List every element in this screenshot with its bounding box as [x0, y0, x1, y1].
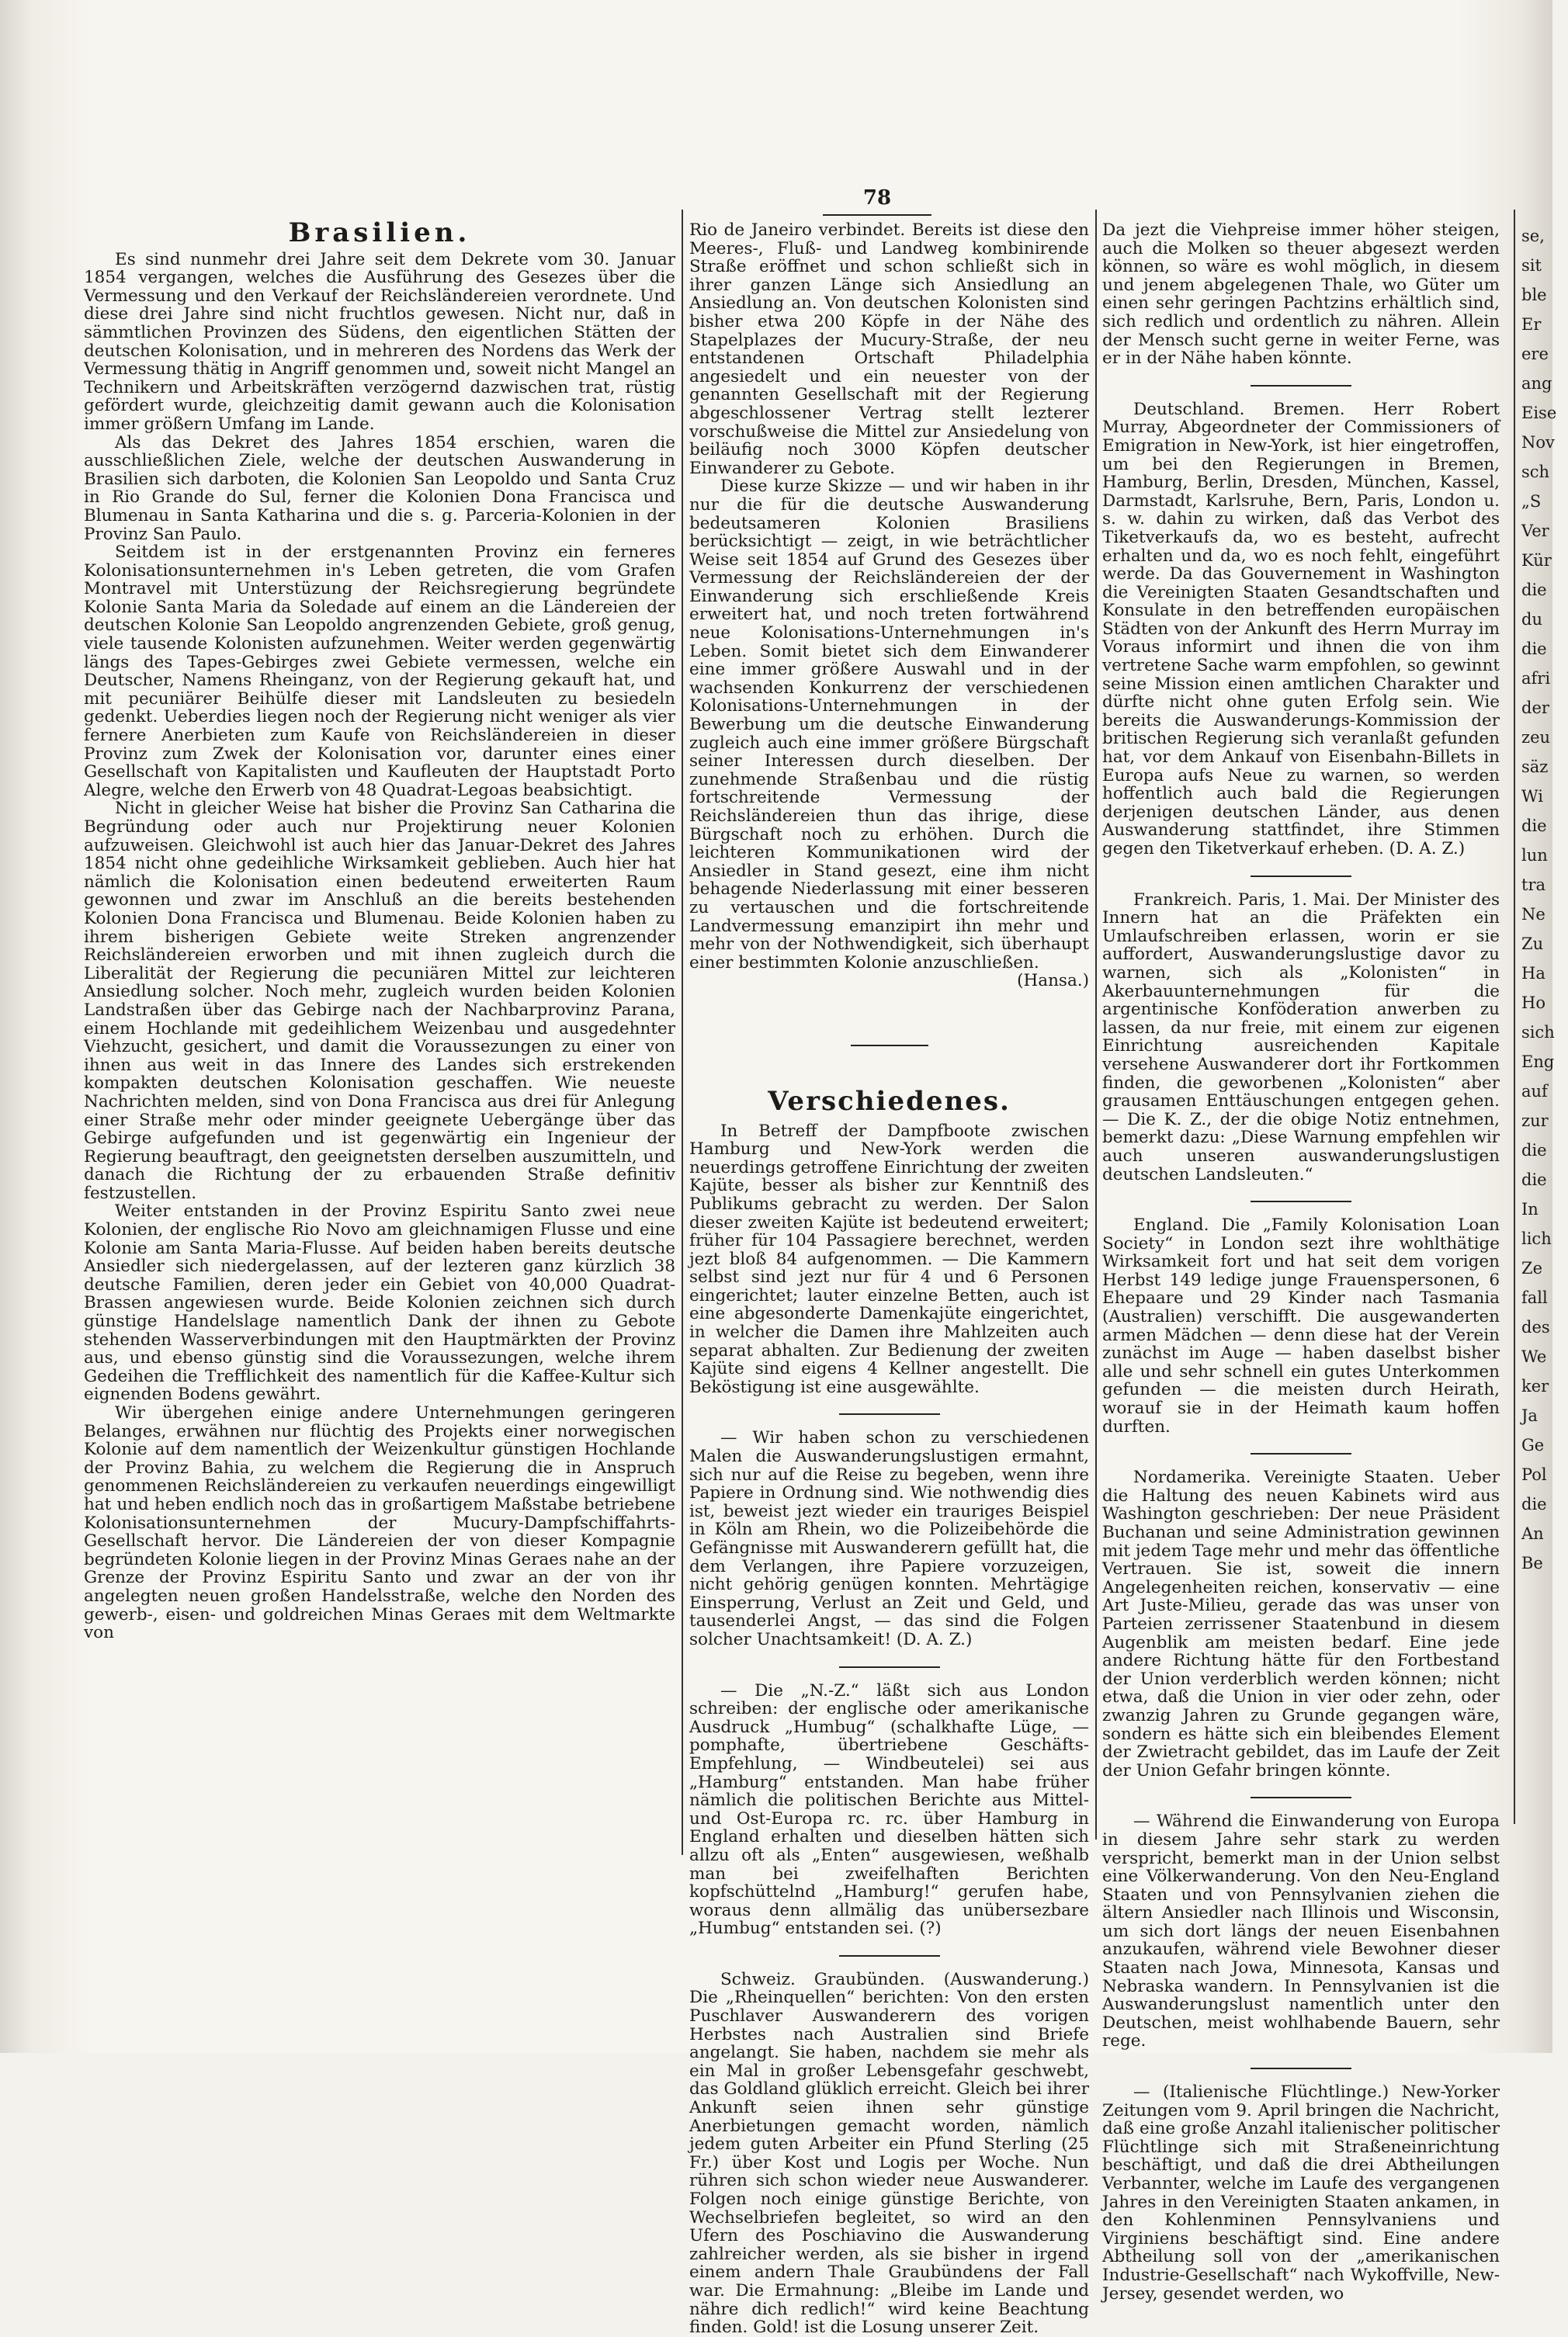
cutoff-fragment: An [1521, 1524, 1544, 1543]
cutoff-fragment: zeu [1521, 728, 1551, 747]
article-paragraph: Seitdem ist in der erstgenannten Provinz ein ferneres Kolonisationsunternehmen in's Leben getreten, die vom Grafen Montravel mit Unterstüzung der Reichsregierung begründete Kolonie Santa Maria da Soledade auf einem an die Ländereien der deutschen Kolonie San Leopoldo angrenzenden Gebiete, groß genug, viele tausende Kolonisten aufzunehmen. Weiter werden gegenwärtig längs des Tapes-Gebirges zwei Gebiete vermessen, welche ein Deutscher, Namens Rheinganz, von der Regierung gekauft hat, und mit pecuniärer Beihülfe dieser mit Landsleuten zu besiedeln gedenkt. Ueberdies liegen noch der Regierung nicht weniger als vier fernere Anerbieten zum Kaufe von Reichsländereien in dieser Provinz zum Zwek der Kolonisation vor, darunter eines einer Gesellschaft von Kapitalisten und Kaufleuten der Hauptstadt Porto Alegre, welche den Erwerb von 48 Quadrat-Legoas beabsichtigt. [84, 543, 675, 800]
cutoff-fragment: In [1521, 1200, 1539, 1219]
cutoff-fragment: die [1521, 817, 1547, 835]
cutoff-fragment: die [1521, 1495, 1547, 1514]
article-paragraph: Es sind nunmehr drei Jahre seit dem Dekrete vom 30. Januar 1854 vergangen, welches die Ausführung des Gesezes über die Vermessung und den Verkauf der Reichsländereien verordnete. Und diese drei Jahre sind nicht fruchtlos gewesen. Nicht nur, daß in sämmtlichen Provinzen des Südens, den eigentlichen Stätten der deutschen Kolonisation, und in mehreren des Nordens das Werk der Vermessung thätig in Angriff genommen und, soweit nicht Mangel an Technikern und Arbeitskräften verzögernd dazwischen trat, rüstig gefördert wurde, gleichzeitig damit gewann auch die Kolonisation immer größern Umfang im Lande. [84, 249, 675, 434]
header-rule [823, 214, 931, 216]
article-paragraph: Diese kurze Skizze — und wir haben in ihr nur die für die deutsche Auswanderung bedeutsameren Kolonien Brasiliens berücksichtigt — zeigt, in wie beträchtlicher Weise seit 1854 auf Grund des Gesezes über Vermessung der Reichsländereien der der Einwanderung sich erschließende Kreis erweitert hat, und noch treten fortwährend neue Kolonisations-Unternehmungen in's Leben. Somit bietet sich dem Einwanderer eine immer größere Auswahl und in der wachsenden Konkurrenz der verschiedenen Kolonisations-Unternehmungen in der Bewerbung um die deutsche Einwanderung zugleich auch eine immer größere Bürgschaft seiner Interessen durch dieselben. Der zunehmende Straßenbau und die rüstig fortschreitende Vermessung der Reichsländereien thun das ihrige, diese Bürgschaft noch zu erhöhen. Durch die leichteren Kommunikationen wird der Ansiedler in Stand gesezt, eine ihm nicht behagende Niederlassung mit einer besseren zu vertauschen und die fortschreitende Landvermessung emanzipirt ihn mehr und mehr von der Nothwendigkeit, sich überhaupt einer bestimmten Kolonie anzuschließen. [689, 477, 1089, 973]
cutoff-fragment: auf [1521, 1082, 1548, 1101]
article-paragraph: In Betreff der Dampfboote zwischen Hamburg und New-York werden die neuerdings getroffene Einrichtung der zweiten Kajüte, besser als bisher zur Kenntniß des Publikums gebracht zu werden. Der Salon dieser zweiten Kajüte ist bedeutend erweitert; früher für 104 Passagiere berechnet, werden jezt bloß 84 aufgenommen. — Die Kammern selbst sind jezt nur für 4 und 6 Personen eingerichtet; lauter einzelne Betten, auch ist eine abgesonderte Damenkajüte eingerichtet, in welcher die Damen ihre Mahlzeiten auch separat abhalten. Zur Bedienung der zweiten Kajüte sind eigens 4 Kellner angestellt. Die Beköstigung ist eine ausgewählte. [689, 1121, 1089, 1397]
item-divider [839, 1666, 940, 1668]
article-paragraph: Weiter entstanden in der Provinz Espiritu Santo zwei neue Kolonien, der englische Rio Novo am gleichnamigen Flusse und eine Kolonie am Santa Maria-Flusse. Auf beiden haben bereits deutsche Ansiedler sich niedergelassen, auf der lezteren ganz kürzlich 38 deutsche Familien, deren jeder ein Gebiet von 40,000 Quadrat-Brassen angewiesen wurde. Beide Kolonien zeichnen sich durch günstige Handelslage namentlich Dank der ihnen zu Gebote stehenden Wasserverbindungen mit den Hauptmärkten der Provinz aus, und ebenso günstig sind die Voraussezungen, welche ihrem Gedeihen die Trefflichkeit des namentlich für die Kaffee-Kultur sich eignenden Bodens gewährt. [84, 1201, 675, 1405]
cutoff-fragment: Ho [1521, 993, 1545, 1012]
article-paragraph: Schweiz. Graubünden. (Auswanderung.) Die „Rheinquellen“ berichten: Von den ersten Puschlaver Auswanderern des vorigen Herbstes nach Australien sind Briefe angelangt. Sie haben, nachdem sie mehr als ein Mal in großer Lebensgefahr geschwebt, das Goldland glüklich erreicht. Gleich bei ihrer Ankunft seien ihnen sehr günstige Anerbietungen gemacht worden, nämlich jedem guten Arbeiter ein Pfund Sterling (25 Fr.) über Kost und Logis per Woche. Nun rühren sich schon wieder neue Auswanderer. Folgen noch einige günstige Berichte, von Wechselbriefen begleitet, so wird an den Ufern des Poschiavino die Auswanderung zahlreicher werden, als sie bisher in irgend einem andern Thale Graubündens der Fall war. Die Ermahnung: „Bleibe im Lande und nähre dich redlich!“ wird keine Beachtung finden. Gold! ist die Losung unserer Zeit. [689, 1969, 1089, 2337]
source-attribution: (Hansa.) [1017, 971, 1089, 991]
column-divider [682, 210, 683, 1855]
cutoff-fragment: der [1521, 699, 1549, 717]
cutoff-fragment: lich [1521, 1229, 1552, 1248]
cutoff-fragment: Ja [1521, 1406, 1538, 1425]
cutoff-fragment: sch [1521, 463, 1550, 481]
column-middle [689, 221, 1089, 2337]
section-divider [851, 1045, 928, 1046]
article-paragraph: Frankreich. Paris, 1. Mai. Der Minister des Innern hat an die Präfekten ein Umlaufschreiben erlassen, worin er sie auffordert, Auswanderungslustige davor zu warnen, sich als „Kolonisten“ in Akerbauunternehmungen für die argentinische Konföderation anwerben zu lassen, da nur freie, mit einem zur eigenen Einrichtung ausreichenden Kapitale versehene Auswanderer dort ihr Fortkommen finden, die geworbenen „Kolonisten“ aber grausamen Enttäuschungen entgegen gehen. — Die K. Z., der die obige Notiz entnehmen, bemerkt dazu: „Diese Warnung empfehlen wir auch unseren auswanderungslustigen deutschen Landsleuten.“ [1102, 889, 1500, 1184]
article-paragraph: Deutschland. Bremen. Herr Robert Murray, Abgeordneter der Commissioners of Emigration in New-York, ist hier eingetroffen, um bei den Regierungen in Bremen, Hamburg, Berlin, Dresden, München, Kassel, Darmstadt, Karlsruhe, Bern, Paris, London u. s. w. dahin zu wirken, daß das Verbot des Tiketverkaufs da, wo es besteht, aufrecht erhalten und da, wo es noch fehlt, eingeführt werde. Da das Gouvernement in Washington die Vereinigten Staaten Gesandtschaften und Konsulate in den betreffenden europäischen Städten von der Ankunft des Herrn Murray im Voraus informirt und ihnen die von ihm vertretene Sache warm empfohlen, so gewinnt seine Mission einen amtlichen Charakter und dürfte nicht ohne guten Erfolg sein. Wie bereits die Auswanderungs-Kommission der britischen Regierung sich veranlaßt gefunden hat, vor dem Ankauf von Eisenbahn-Billets in Europa aufs Neue zu warnen, so werden hoffentlich auch bald die Regierungen derjenigen deutschen Länder, aus denen Auswanderung stattfindet, ihre Stimmen gegen den Tiketverkauf erheben. (D. A. Z.) [1102, 399, 1500, 858]
cutoff-fragment: se, [1521, 227, 1545, 245]
page-number: 78 [862, 186, 892, 210]
item-divider [839, 1955, 940, 1957]
cutoff-fragment: We [1521, 1347, 1547, 1366]
cutoff-fragment: Be [1521, 1554, 1543, 1572]
article-paragraph: Da jezt die Viehpreise immer höher steigen, auch die Molken so theuer abgesezt werden können, so wäre es wohl möglich, in diesem und jenem abgelegenen Thale, wo Güter um einen sehr geringen Pachtzins erhältlich sind, sich redlich und ordentlich zu nähren. Allein der Mensch sucht gerne in weiter Ferne, was er in der Nähe haben könnte. [1102, 220, 1500, 369]
article-paragraph: — Wir haben schon zu verschiedenen Malen die Auswanderungslustigen ermahnt, sich nur auf die Reise zu begeben, wenn ihre Papiere in Ordnung sind. Wie nothwendig dies ist, beweist jezt wieder ein trauriges Beispiel in Köln am Rhein, wo die Polizeibehörde die Gefängnisse mit Auswanderern gefüllt hat, die dem Verlangen, ihre Papiere vorzuzeigen, nicht gehörig genügen konnten. Mehrtägige Einsperrung, Verlust an Zeit und Geld, und tausenderlei Angst, — das sind die Folgen solcher Unachtsamkeit! (D. A. Z.) [689, 1428, 1089, 1649]
cutoff-fragment: die [1521, 1170, 1547, 1189]
article-paragraph: Wir übergehen einige andere Unternehmungen geringeren Belanges, erwähnen nur flüchtig des Projekts einer norwegischen Kolonie auf dem namentlich der Weizenkultur günstigen Hochlande der Provinz Bahia, zu welchem die Regierung die in Anspruch genommenen Reichsländereien zu verkaufen neuerdings eingewilligt hat und heben endlich noch das in großartigem Maßstabe betriebene Kolonisationsunternehmen der Mucury-Dampfschiffahrts-Gesellschaft hervor. Die Ländereien der von dieser Kompagnie begründeten Kolonie liegen in der Provinz Minas Geraes nahe an der Grenze der Provinz Espiritu Santo und zwar an der von ihr angelegten neuen großen Handelsstraße, welche den Norden des gewerb-, eisen- und goldreichen Minas Geraes mit dem Weltmarkte von [84, 1403, 675, 1643]
article-paragraph: Nicht in gleicher Weise hat bisher die Provinz San Catharina die Begründung oder auch nur Projektirung neuer Kolonien aufzuweisen. Gleichwohl ist auch hier das Januar-Dekret des Jahres 1854 nicht ohne gedeihliche Wirksamkeit geblieben. Auch hier hat nämlich die Kolonisation einen bedeutend erweiterten Raum gewonnen und zwar im Anschluß an die bereits bestehenden Kolonien Dona Francisca und Blumenau. Beide Kolonien haben zu ihrem bisherigen Gebiete weite Streken angrenzender Reichsländereien erworben und mit ihnen zugleich durch die Liberalität der Regierung die pecuniären Mittel zur leichteren Ansiedlung solcher. Noch mehr, zugleich wurden beiden Kolonien Landstraßen über das Gebirge nach der Nachbarprovinz Parana, einem Hochlande mit gedeihlichem Weizenbau und ausgedehnter Viehzucht, gesichert, und damit die Voraussezungen zu einer von ihnen aus weit in das Innere des Landes sich erstrekenden kompakten deutschen Kolonisation geschaffen. Wie neueste Nachrichten melden, sind von Dona Francisca aus drei für Anlegung einer Straße mehr oder minder geeignete Uebergänge über das Gebirge aufgefunden und ist gegenwärtig ein Ingenieur der Regierung beauftragt, den geeignetsten derselben auszumitteln, und danach die Richtung der zu erbauenden Straße definitiv festzustellen. [84, 799, 675, 1203]
article-paragraph: Als das Dekret des Jahres 1854 erschien, waren die ausschließlichen Ziele, welche der deutschen Auswanderung in Brasilien sich darboten, die Kolonien San Leopoldo und Santa Cruz in Rio Grande do Sul, ferner die Kolonien Dona Francisca und Blumenau in Santa Katharina und die s. g. Parceria-Kolonien in der Provinz San Paulo. [84, 432, 675, 544]
item-divider [1251, 876, 1351, 877]
item-divider [1251, 1453, 1351, 1455]
cutoff-fragment: die [1521, 1141, 1547, 1160]
item-divider [1251, 385, 1351, 387]
cutoff-fragment: Ge [1521, 1436, 1545, 1455]
cutoff-fragment: Ze [1521, 1259, 1543, 1278]
cutoff-fragment: zur [1521, 1111, 1549, 1130]
article-paragraph: England. Die „Family Kolonisation Loan Society“ in London sezt ihre wohlthätige Wirksamkeit fort und hat seit dem vorigen Herbst 149 ledige junge Frauenspersonen, 6 Ehepaare und 29 Kinder nach Tasmania (Australien) verschifft. Die ausgewanderten armen Mädchen — denn diese hat der Verein zunächst im Auge — haben daselbst bisher alle und sehr schnell ein gutes Unterkommen gefunden — die meisten durch Heirath, worauf sie in der Heimath kaum hoffen durften. [1102, 1215, 1500, 1437]
cutoff-fragment: ang [1521, 374, 1552, 393]
cutoff-fragment: die [1521, 581, 1547, 599]
cutoff-fragment: sich [1521, 1023, 1555, 1042]
cutoff-fragment: Er [1521, 315, 1542, 334]
cutoff-fragment: „S [1521, 492, 1542, 511]
cutoff-fragment: Ne [1521, 905, 1545, 924]
cutoff-fragment: sit [1521, 256, 1542, 275]
cutoff-fragment: ere [1521, 345, 1549, 363]
article-paragraph: Rio de Janeiro verbindet. Bereits ist diese den Meeres-, Fluß- und Landweg kombinirende Straße eröffnet und schon schließt sich in ihrer ganzen Länge sich Ansiedlung an Ansiedlung an. Von deutschen Kolonisten sind bisher etwa 200 Köpfe in der Nähe des Stapelplazes der Mucury-Straße, der neu entstandenen Ortschaft Philadelphia angesiedelt und ein neuester von der genannten Gesellschaft mit der Regierung abgeschlossener Vertrag stellt lezterer vorschußweise die Mittel zur Ansiedelung von beiläufig noch 3000 Köpfen deutscher Einwanderer zu Gebote. [689, 220, 1089, 478]
cutoff-fragment: säz [1521, 758, 1549, 776]
cutoff-fragment: Ha [1521, 964, 1545, 983]
article-paragraph: Nordamerika. Vereinigte Staaten. Ueber die Haltung des neuen Kabinets wird aus Washington geschrieben: Der neue Präsident Buchanan und seine Administration gewinnen mit jedem Tage mehr und mehr das öffentliche Vertrauen. Sie ist, soweit die innern Angelegenheiten reichen, konservativ — eine Art Juste-Milieu, gerade das was unser von Parteien zerrissener Staatenbund in diesem Augenblik am meisten bedarf. Eine jede andere Richtung hätte für den Fortbestand der Union verderblich werden können; nicht etwa, daß die Union in vier oder zehn, oder zwanzig Jahren zu Grunde gegangen wäre, sondern es hätte sich ein bleibendes Element der Zwietracht gebildet, das im Laufe der Zeit der Union Gefahr bringen könnte. [1102, 1468, 1500, 1780]
cutoff-fragment: Zu [1521, 934, 1544, 953]
item-divider [1251, 1797, 1351, 1798]
section-heading-brasilien: Brasilien. [288, 217, 471, 248]
article-paragraph: — Während die Einwanderung von Europa in diesem Jahre sehr stark zu werden verspricht, bemerkt man in der Union selbst eine Völkerwanderung. Von den Neu-England Staaten und von Pennsylvanien ziehen die ältern Ansiedler nach Illinois und Wisconsin, um sich dort längs der neuen Eisenbahnen anzukaufen, während viele Bewohner dieser Staaten nach Jowa, Minnesota, Kansas und Nebraska wandern. In Pennsylvanien ist die Auswanderungslust namentlich unter den Deutschen, meist wohlhabende Bauern, sehr rege. [1102, 1812, 1500, 2051]
cutoff-fragment: Kür [1521, 551, 1552, 570]
column-divider [1514, 210, 1515, 1824]
cutoff-fragment: du [1521, 610, 1542, 629]
item-divider [839, 1413, 940, 1415]
cutoff-fragment: Nov [1521, 433, 1555, 452]
cutoff-fragment: afri [1521, 669, 1551, 688]
cutoff-fragment: Ver [1521, 522, 1549, 540]
item-divider [1251, 2068, 1351, 2069]
column-right [1102, 221, 1500, 2303]
column-cutoff [1521, 221, 1568, 1578]
cutoff-fragment: lun [1521, 846, 1548, 865]
cutoff-fragment: Eise [1521, 404, 1557, 422]
cutoff-fragment: Pol [1521, 1465, 1547, 1484]
column-divider [1095, 210, 1097, 1839]
cutoff-fragment: Wi [1521, 787, 1543, 806]
cutoff-fragment: Eng [1521, 1052, 1555, 1071]
item-divider [1251, 1201, 1351, 1202]
cutoff-fragment: ble [1521, 286, 1547, 304]
cutoff-fragment: die [1521, 640, 1547, 658]
article-paragraph: — (Italienische Flüchtlinge.) New-Yorker Zeitungen vom 9. April bringen die Nachricht, daß eine große Anzahl italienischer politischer Flüchtlinge sich mit Straßeneinrichtung beschäftigt, und daß die drei Abtheilungen Verbannter, welche im Laufe des vergangenen Jahres in den Vereinigten Staaten ankamen, in den Kohlenminen Pennsylvaniens und Virginiens beschäftigt sind. Eine andere Abtheilung soll von der „amerikanischen Industrie-Gesellschaft“ nach Wykoffville, New-Jersey, gesendet werden, wo [1102, 2082, 1500, 2304]
cutoff-fragment: ker [1521, 1377, 1549, 1396]
cutoff-fragment: des [1521, 1318, 1550, 1337]
article-paragraph: — Die „N.-Z.“ läßt sich aus London schreiben: der englische oder amerikanische Ausdruck „Humbug“ (schalkhafte Lüge, — pomphafte, übertriebene Geschäfts-Empfehlung, — Windbeutelei) sei aus „Hamburg“ entstanden. Man habe früher nämlich die politischen Berichte aus Mittel- und Ost-Europa rc. rc. über Hamburg in England erhalten und dieselben hätten sich allzu oft als „Enten“ ausgewiesen, weßhalb man bei zweifelhaften Berichten kopfschüttelnd „Hamburg!“ gerufen habe, woraus denn allmälig das unübersezbare „Humbug“ entstanden sei. (?) [689, 1680, 1089, 1939]
cutoff-fragment: tra [1521, 876, 1545, 894]
cutoff-fragment: fall [1521, 1288, 1548, 1307]
section-heading-verschiedenes: Verschiedenes. [768, 1085, 1011, 1117]
column-brasilien [84, 217, 675, 1643]
